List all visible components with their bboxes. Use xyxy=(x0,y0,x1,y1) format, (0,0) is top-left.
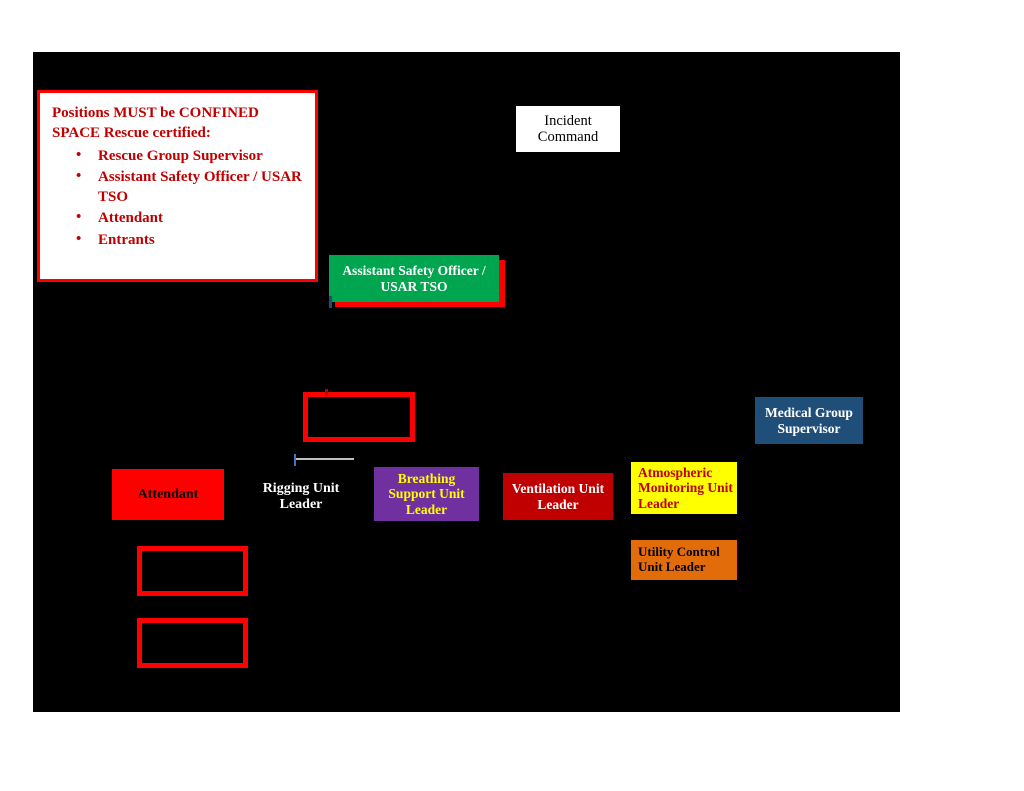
certification-note-list xyxy=(52,146,307,250)
org-chart-slide xyxy=(33,52,900,712)
connector-rescue-group-supervisor-down xyxy=(294,454,296,466)
connector-rescue-group-supervisor-top xyxy=(325,389,328,396)
list-item: • Entrants xyxy=(76,230,307,250)
connector-aso-stub xyxy=(329,296,332,308)
node-breathing-support-unit-leader[interactable]: Breathing Support Unit Leader xyxy=(374,467,479,521)
connector-rescue-group-supervisor-bottom xyxy=(294,458,354,460)
node-entrant-2[interactable] xyxy=(137,618,248,668)
node-assistant-safety-officer[interactable]: Assistant Safety Officer / USAR TSO xyxy=(329,255,499,302)
node-rigging-unit-leader[interactable]: Rigging Unit Leader xyxy=(262,481,340,512)
node-atmospheric-monitoring-unit-leader[interactable]: Atmospheric Monitoring Unit Leader xyxy=(631,462,737,514)
certification-note-box xyxy=(37,90,318,282)
node-attendant[interactable]: Attendant xyxy=(112,469,224,520)
list-item: • Assistant Safety Officer / USAR TSO xyxy=(76,167,307,208)
node-ventilation-unit-leader[interactable]: Ventilation Unit Leader xyxy=(503,473,613,520)
list-item: • Rescue Group Supervisor xyxy=(76,146,307,166)
node-utility-control-unit-leader[interactable]: Utility Control Unit Leader xyxy=(631,540,737,580)
node-medical-group-supervisor[interactable]: Medical Group Supervisor xyxy=(755,397,863,444)
node-incident-command[interactable]: Incident Command xyxy=(515,105,621,153)
node-rescue-group-supervisor[interactable] xyxy=(303,392,415,442)
certification-note-title: Positions MUST be CONFINED SPACE Rescue certified: xyxy=(52,105,259,142)
node-entrant-1[interactable] xyxy=(137,546,248,596)
list-item: • Attendant xyxy=(76,208,307,228)
